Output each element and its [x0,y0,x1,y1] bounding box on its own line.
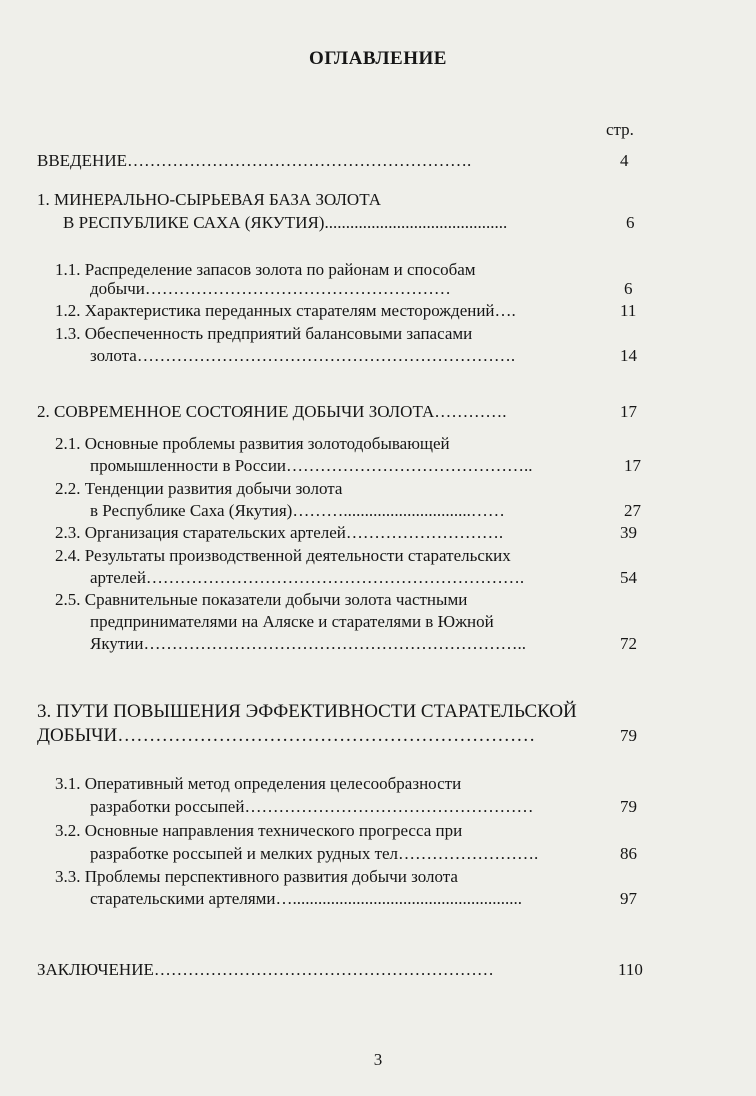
toc-page-1-2: 11 [620,301,637,320]
toc-entry-chapter-3-line-2: ДОБЫЧИ………………………………………………………… [37,725,536,746]
toc-entry-3-1-line-2: разработки россыпей…………………………………………… [90,797,534,816]
toc-entry-3-3-line-1: 3.3. Проблемы перспективного развития добычи золота [55,867,458,886]
toc-entry-introduction: ВВЕДЕНИЕ……………………………………………………. [37,151,472,170]
toc-entry-2-5-line-2: предпринимателями на Аляске и старателями в Южной [90,612,494,631]
toc-entry-2-5-line-3: Якутии………………………………………………………….. [90,634,526,653]
toc-entry-2-1-line-2: промышленности в России…………………………………….. [90,456,533,475]
toc-page-3-1: 79 [620,797,637,816]
toc-entry-1-1-line-2: добычи……………………………………………… [90,279,451,298]
toc-page-2-4: 54 [620,568,637,587]
toc-entry-2-3: 2.3. Организация старательских артелей………………………. [55,523,504,542]
page-number: 3 [373,1050,383,1069]
toc-page-introduction: 4 [620,151,629,170]
toc-entry-1-3-line-2: золота…………………………………………………………. [90,346,516,365]
toc-entry-3-2-line-2: разработке россыпей и мелких рудных тел……………………. [90,844,539,863]
toc-entry-2-5-line-1: 2.5. Сравнительные показатели добычи золота частными [55,590,468,609]
toc-entry-2-4-line-2: артелей…………………………………………………………. [90,568,525,587]
toc-page-1-1: 6 [624,279,633,298]
page-column-label: стр. [606,120,634,139]
toc-page-3-2: 86 [620,844,637,863]
toc-entry-conclusion: ЗАКЛЮЧЕНИЕ…………………………………………………… [37,960,494,979]
toc-entry-3-1-line-1: 3.1. Оперативный метод определения целесообразности [55,774,462,793]
toc-entry-2-2-line-1: 2.2. Тенденции развития добычи золота [55,479,343,498]
toc-entry-1-1-line-1: 1.1. Распределение запасов золота по районам и способам [55,260,476,279]
toc-page-conclusion: 110 [618,960,643,979]
toc-entry-chapter-3-line-1: 3. ПУТИ ПОВЫШЕНИЯ ЭФФЕКТИВНОСТИ СТАРАТЕЛЬСКОЙ [37,701,577,722]
toc-entry-chapter-1-line-2: В РЕСПУБЛИКЕ САХА (ЯКУТИЯ)........................................... [63,213,508,232]
page-title: ОГЛАВЛЕНИЕ [309,48,447,69]
toc-page-chapter-1: 6 [626,213,635,232]
toc-page-2-5: 72 [620,634,637,653]
toc-page-2-2: 27 [624,501,641,520]
toc-page-1-3: 14 [620,346,637,365]
toc-entry-1-2: 1.2. Характеристика переданных старателям месторождений…. [55,301,516,320]
toc-entry-2-2-line-2: в Республике Саха (Якутия)………..............................…… [90,501,505,520]
toc-entry-1-3-line-1: 1.3. Обеспеченность предприятий балансовыми запасами [55,324,473,343]
toc-page-2-1: 17 [624,456,641,475]
toc-entry-2-1-line-1: 2.1. Основные проблемы развития золотодобывающей [55,434,450,453]
toc-entry-2-4-line-1: 2.4. Результаты производственной деятельности старательских [55,546,511,565]
toc-entry-3-3-line-2: старательскими артелями…...................................................... [90,889,523,908]
toc-page-chapter-2: 17 [620,402,637,421]
toc-page-chapter-3: 79 [620,726,637,745]
toc-entry-3-2-line-1: 3.2. Основные направления технического прогресса при [55,821,463,840]
toc-entry-chapter-1-line-1: 1. МИНЕРАЛЬНО-СЫРЬЕВАЯ БАЗА ЗОЛОТА [37,190,382,209]
toc-page-3-3: 97 [620,889,637,908]
toc-entry-chapter-2: 2. СОВРЕМЕННОЕ СОСТОЯНИЕ ДОБЫЧИ ЗОЛОТА…………. [37,402,507,421]
toc-page-2-3: 39 [620,523,637,542]
